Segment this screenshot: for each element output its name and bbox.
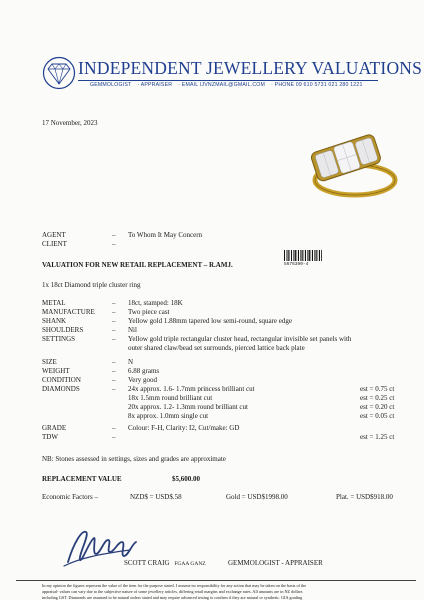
replacement-value-amount: $5,600.00 (172, 475, 200, 483)
assessment-note: NB: Stones assessed in settings, sizes and grades are approximate (42, 455, 226, 463)
detail-label: CONDITION (42, 376, 81, 384)
diamond-est: est = 0.05 ct (360, 412, 395, 420)
detail-label: SETTINGS (42, 335, 76, 343)
dash: – (112, 433, 116, 441)
barcode-icon (284, 250, 322, 261)
signatory-credentials: FGAA GANZ (174, 561, 206, 567)
diamonds-label: DIAMONDS (42, 385, 80, 393)
detail-value: N (128, 358, 134, 366)
diamond-est: est = 0.75 ct (360, 385, 395, 393)
detail-label: SHANK (42, 317, 67, 325)
valuation-title: VALUATION FOR NEW RETAIL REPLACEMENT – R.AMJ. (42, 261, 233, 269)
dash: – (112, 308, 116, 316)
header-rule (78, 80, 378, 81)
footer-line: including GST. Diamonds are assumed to be natural unless stated and may require advanced testing to confirm if they are natural or synthetic. GIA grading (42, 595, 303, 600)
barcode-number: 5676390-4 (284, 262, 309, 267)
role-appraiser: APPRAISER (140, 82, 173, 88)
client-label: CLIENT (42, 240, 67, 248)
platinum-price: Plat. = USD$918.00 (336, 493, 393, 501)
item-title: 1x 18ct Diamond triple cluster ring (42, 281, 141, 289)
nzd-rate: NZD$ = USD$.58 (130, 493, 182, 501)
diamond-desc: 18x 1.5mm round brilliant cut (128, 394, 213, 402)
detail-value: 6.88 grams (128, 367, 160, 375)
footer-rule (16, 580, 416, 581)
detail-value: Yellow gold triple rectangular cluster head, rectangular invisible set panels with (128, 335, 352, 343)
dash: – (112, 376, 116, 384)
diamond-desc: 8x approx. 1.0mm single cut (128, 412, 209, 420)
diamond-est: est = 0.25 ct (360, 394, 395, 402)
agent-label: AGENT (42, 231, 66, 239)
diamond-est: est = 0.20 ct (360, 403, 395, 411)
replacement-value-label: REPLACEMENT VALUE (42, 475, 122, 483)
signatory-name (124, 560, 206, 568)
dash: – (112, 299, 116, 307)
tdw-label: TDW (42, 433, 58, 441)
detail-value: Yellow gold 1.88mm tapered low semi-round, square edge (128, 317, 292, 325)
dash: – (112, 358, 116, 366)
detail-label: WEIGHT (42, 367, 70, 375)
detail-label: SIZE (42, 358, 57, 366)
dash: – (112, 424, 116, 432)
detail-label: SHOULDERS (42, 326, 84, 334)
gold-price: Gold = USD$1998.00 (226, 493, 288, 501)
contact-email: EMAIL IJVNZMAIL@GMAIL.COM (181, 82, 266, 88)
tdw-est: est = 1.25 ct (360, 433, 395, 441)
diamond-desc: 20x approx. 1.2- 1.3mm round brilliant cut (128, 403, 248, 411)
contact-phone: PHONE 09 610 5731 021 280 1221 (274, 82, 363, 88)
signatory-name-text: SCOTT CRAIG (124, 559, 170, 567)
diamond-desc: 24x approx. 1.6- 1.7mm princess brilliant cut (128, 385, 255, 393)
role-gemmologist: GEMMOLOGIST (90, 82, 132, 88)
dash: – (112, 335, 116, 343)
detail-value: 18ct, stamped: 18K (128, 299, 183, 307)
grade-value: Colour: F-H, Clarity: I2, Cut/make: GD (128, 424, 240, 432)
grade-label: GRADE (42, 424, 67, 432)
detail-label: METAL (42, 299, 66, 307)
footer-line: appraisal- values can vary due to the subjective nature of some jewellery articles, differing retail margins and exchange rates. All amounts are in NZ dollars (42, 589, 303, 594)
footer-line: In my opinion the figures represent the value of the item for the purpose stated. I assume no responsibility for any action that may be taken on the basis of the (42, 583, 307, 588)
dash: – (112, 231, 116, 239)
detail-value-continued: outer shared claw/bead set surrounds, pierced lattice back plate (128, 344, 305, 352)
dash: – (112, 240, 116, 248)
company-name: INDEPENDENT JEWELLERY VALUATIONS (78, 58, 423, 78)
ring-photo (300, 125, 400, 205)
company-contact-line: GEMMOLOGIST · APPRAISER · EMAIL IJVNZMAIL@GMAIL.COM · PHONE 09 610 5731 021 280 1221 (90, 82, 363, 88)
agent-value: To Whom It May Concern (128, 231, 203, 239)
dash: – (112, 385, 116, 393)
dash: – (112, 317, 116, 325)
detail-value: Very good (128, 376, 157, 384)
dash: – (112, 326, 116, 334)
signatory-title: GEMMOLOGIST - APPRAISER (228, 559, 323, 567)
document-date: 17 November, 2023 (42, 119, 98, 127)
detail-value: Two piece cast (128, 308, 170, 316)
diamond-logo-icon (42, 56, 76, 90)
detail-label: MANUFACTURE (42, 308, 95, 316)
detail-value: Nil (128, 326, 137, 334)
economic-factors-label: Economic Factors – (42, 493, 98, 501)
dash: – (112, 367, 116, 375)
